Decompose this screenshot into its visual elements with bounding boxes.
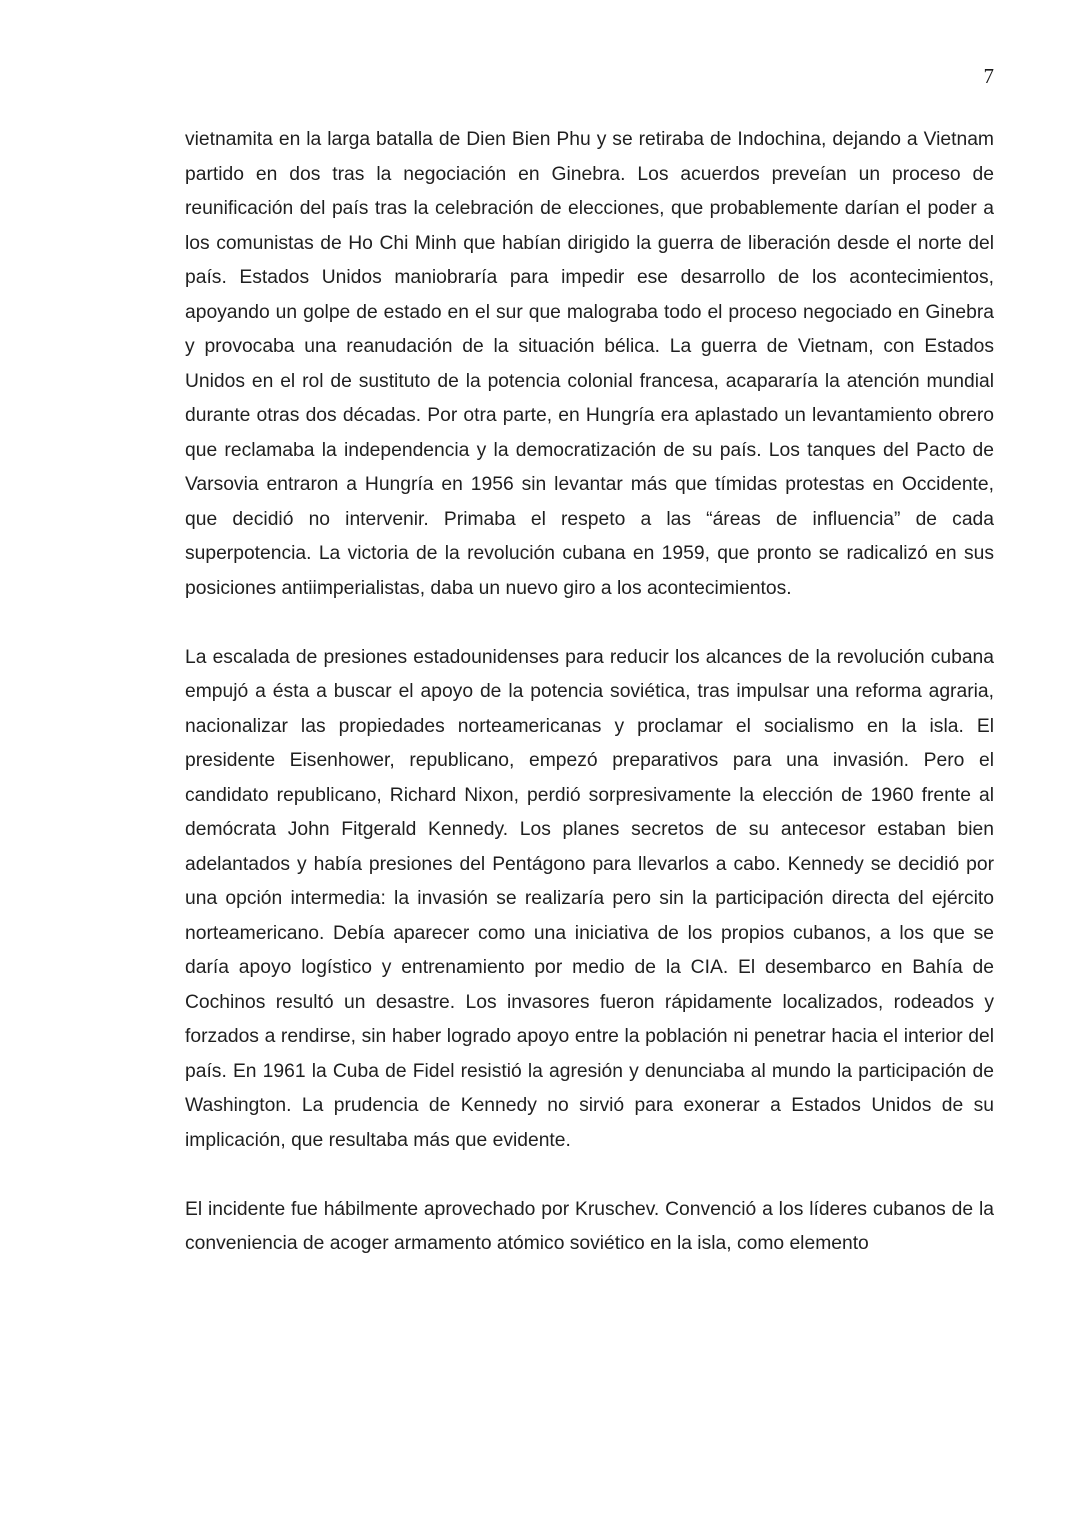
paragraph-1: vietnamita en la larga batalla de Dien Bien Phu y se retiraba de Indochina, dejando a Vietnam partido en dos tras la negociación en Ginebra. Los acuerdos preveían un proceso de reunificación del país tras la celebración de elecciones, que probablemente darían el poder a los comunistas de Ho Chi Minh que habían dirigido la guerra de liberación desde el norte del país. Estados Unidos maniobraría para impedir ese desarrollo de los acontecimientos, apoyando un golpe de estado en el sur que malograba todo el proceso negociado en Ginebra y provocaba una reanudación de la situación bélica. La guerra de Vietnam, con Estados Unidos en el rol de sustituto de la potencia colonial francesa, acapararía la atención mundial durante otras dos décadas. Por otra parte, en Hungría era aplastado un levantamiento obrero que reclamaba la independencia y la democratización de su país. Los tanques del Pacto de Varsovia entraron a Hungría en 1956 sin levantar más que tímidas protestas en Occidente, que decidió no intervenir. Primaba el respeto a las “áreas de influencia” de cada superpotencia. La victoria de la revolución cubana en 1959, que pronto se radicalizó en sus posiciones antiimperialistas, daba un nuevo giro a los acontecimientos. (185, 129, 994, 599)
document-body (185, 123, 994, 1296)
paragraph-3: El incidente fue hábilmente aprovechado por Kruschev. Convenció a los líderes cubanos de la conveniencia de acoger armamento atómico soviético en la isla, como elemento (185, 1198, 994, 1254)
paragraph-2: La escalada de presiones estadounidenses para reducir los alcances de la revolución cubana empujó a ésta a buscar el apoyo de la potencia soviética, tras impulsar una reforma agraria, nacionalizar las propiedades norteamericanas y proclamar el socialismo en la isla. El presidente Eisenhower, republicano, empezó preparativos para una invasión. Pero el candidato republicano, Richard Nixon, perdió sorpresivamente la elección de 1960 frente al demócrata John Fitgerald Kennedy. Los planes secretos de su antecesor estaban bien adelantados y había presiones del Pentágono para llevarlos a cabo. Kennedy se decidió por una opción intermedia: la invasión se realizaría pero sin la participación directa del ejército norteamericano. Debía aparecer como una iniciativa de los propios cubanos, a los que se daría apoyo logístico y entrenamiento por medio de la CIA. El desembarco en Bahía de Cochinos resultó un desastre. Los invasores fueron rápidamente localizados, rodeados y forzados a rendirse, sin haber logrado apoyo entre la población ni penetrar hacia el interior del país. En 1961 la Cuba de Fidel resistió la agresión y denunciaba al mundo la participación de Washington. La prudencia de Kennedy no sirvió para exonerar a Estados Unidos de su implicación, que resultaba más que evidente. (185, 646, 994, 1151)
page-number: 7 (983, 64, 994, 88)
